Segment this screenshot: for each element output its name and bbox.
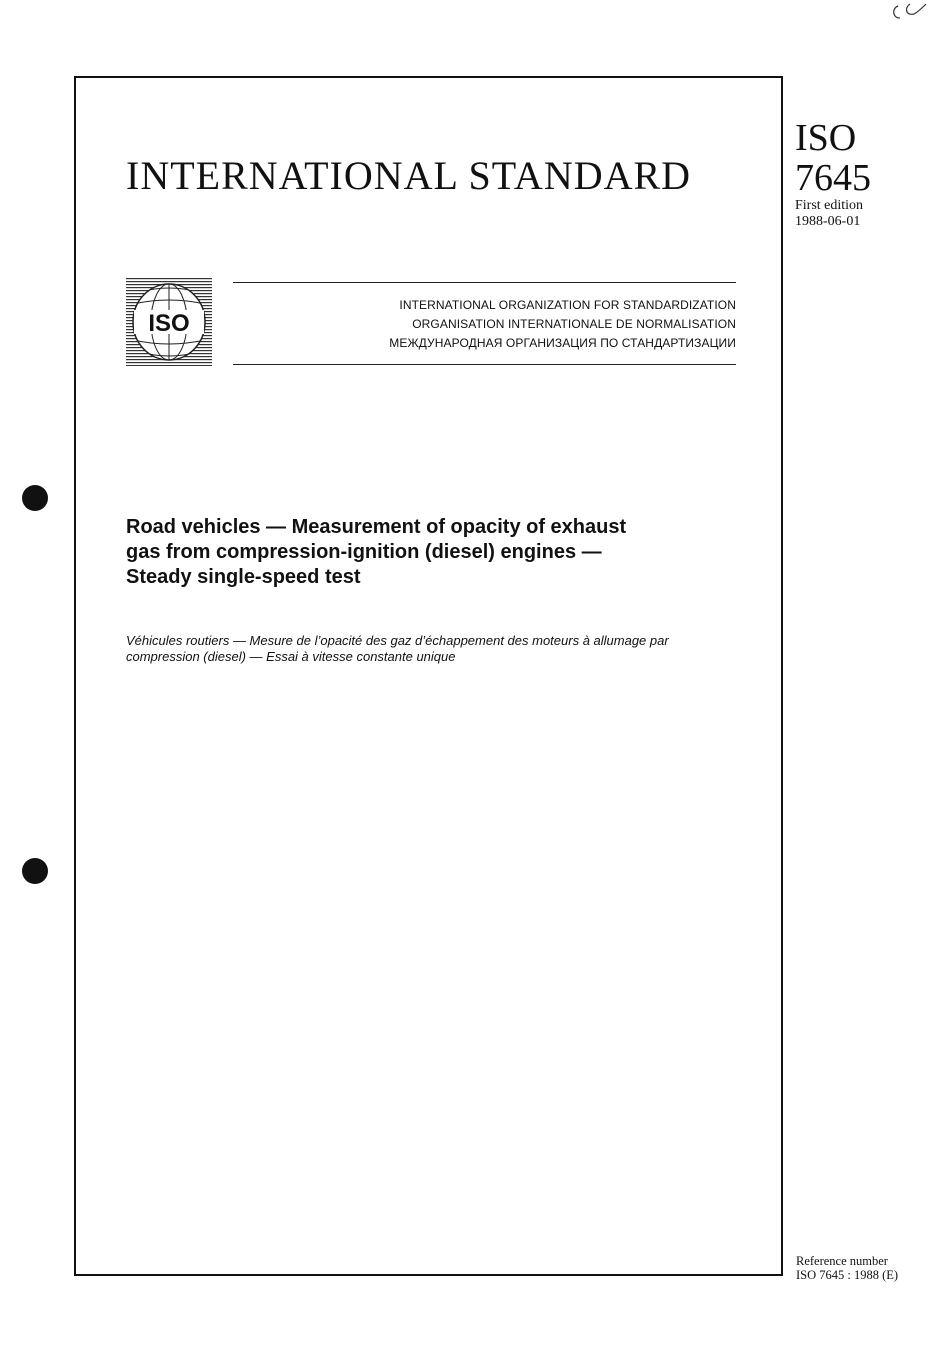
svg-text:ISO: ISO [148, 310, 190, 337]
document-title-french [126, 633, 766, 665]
document-type-heading: INTERNATIONAL STANDARD [126, 153, 692, 198]
punch-hole [22, 485, 48, 511]
document-title-english [126, 515, 746, 590]
iso-label: ISO [795, 117, 857, 159]
title-line: Road vehicles — Measurement of opacity of exhaust [126, 516, 627, 538]
divider [233, 364, 736, 365]
edition-date: 1988-06-01 [795, 214, 861, 229]
title-line: gas from compression-ignition (diesel) engines — [126, 541, 602, 563]
standard-identifier [795, 118, 871, 230]
page-frame [74, 76, 783, 1276]
reference-label: Reference number [796, 1254, 888, 1268]
title-line: Véhicules routiers — Mesure de l’opacité des gaz d’échappement des moteurs à allumage par [126, 633, 669, 648]
organization-names [389, 296, 736, 353]
org-name-fr: ORGANISATION INTERNATIONALE DE NORMALISATION [412, 317, 736, 331]
punch-hole [22, 858, 48, 884]
org-name-ru: МЕЖДУНАРОДНАЯ ОРГАНИЗАЦИЯ ПО СТАНДАРТИЗАЦИИ [389, 336, 736, 350]
iso-logo-icon [126, 278, 212, 366]
title-line: Steady single-speed test [126, 566, 361, 588]
handwritten-mark [880, 0, 940, 24]
org-name-en: INTERNATIONAL ORGANIZATION FOR STANDARDIZATION [399, 298, 736, 312]
reference-number [796, 1254, 898, 1282]
divider [233, 282, 736, 283]
title-line: compression (diesel) — Essai à vitesse constante unique [126, 649, 456, 664]
reference-value: ISO 7645 : 1988 (E) [796, 1268, 899, 1282]
standard-number: 7645 [795, 157, 871, 199]
edition-label: First edition [795, 198, 864, 213]
